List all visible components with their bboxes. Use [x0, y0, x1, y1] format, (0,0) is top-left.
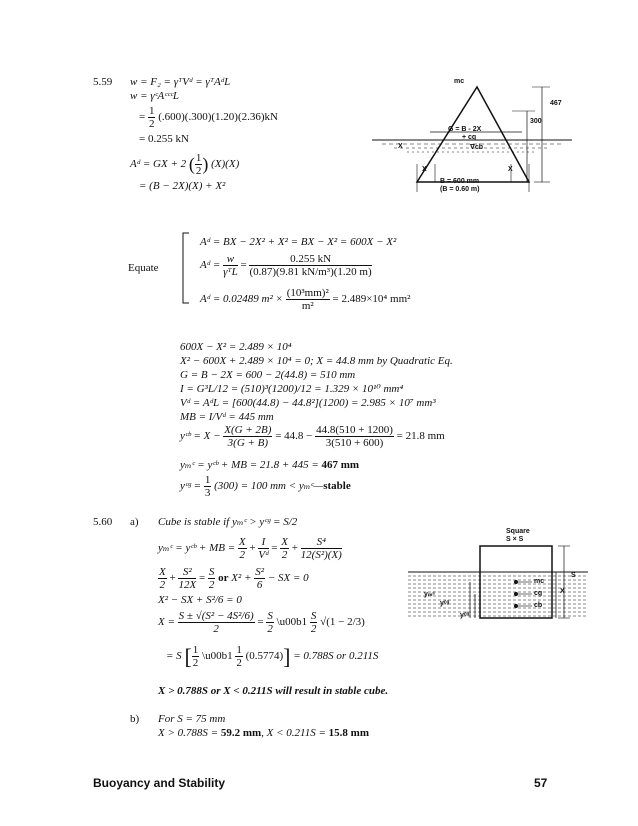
ycb-label: yᶜᵇ — [460, 612, 470, 619]
step-6: MB = I/Vᵈ = 445 mm — [180, 411, 274, 423]
step-1: 600X − X² = 2.489 × 10⁴ — [180, 341, 292, 353]
part-a-line-3: $\frac{X}{2}$ + $\frac{\text{S²}}{12X}$ = $\frac{S}{2}$ or X² + $\frac{\text{S²}}{6}$ − SX = 0 — [159, 566, 309, 591]
equate-label: Equate — [128, 262, 159, 274]
x-bottom-right-label: X — [508, 166, 513, 173]
step-5: Vᵈ = AᵈL = [600(44.8) − 44.8²](1200) = 2.985 × 10⁷ mm³ — [180, 397, 436, 409]
cg-label: + cg — [462, 134, 477, 141]
footer-title: Buoyancy and Stability — [93, 776, 226, 790]
problem-number-560: 5.60 — [93, 516, 113, 528]
step-3: G = B − 2X = 600 − 2(44.8) = 510 mm — [180, 369, 356, 381]
figure-square — [408, 526, 588, 626]
step-2: X² − 600X + 2.489 × 10⁴ = 0; X = 44.8 mm by Quadratic Eq. — [180, 355, 453, 367]
part-a-line-1: Cube is stable if yₘᶜ > yᶜᵍ = S/2 — [158, 516, 298, 528]
s-label: S — [571, 572, 576, 579]
x-label-2: X — [560, 588, 565, 595]
mc-label: mc — [454, 78, 465, 85]
part-a-line-5: X = $\frac{\text{S ± √(S² − 4S²/6)}}{2}$ = $\frac{S}{2}$ \u00b1 $\frac{S}{2}$ √(1 − 2/3) — [158, 610, 365, 635]
eq-weight-1: w = F₂ = γᵀVᵈ = γᵀAᵈL — [130, 76, 231, 88]
mc-label-2: mc — [534, 578, 545, 585]
eq-area-1: Aᵈ = GX + 2 ( $\frac{1}{2}$ ) (X)(X) — [130, 152, 240, 177]
eq-weight-4: = 0.255 kN — [139, 133, 189, 145]
problem-number-559: 5.59 — [93, 76, 113, 88]
equate-eq-3: Aᵈ = 0.02489 m² × $\frac{\text{(10³mm)²}}{\text{m²}}$ = 2.489×10⁴ mm² — [200, 287, 411, 312]
part-b-line-1: For S = 75 mm — [158, 713, 226, 725]
eq-weight-3: = $\frac{1}{2}$ (.600)(.300)(1.20)(2.36)kN — [139, 105, 278, 130]
b-label-meters: (B = 0.60 m) — [440, 186, 480, 193]
x-left-label: X — [398, 143, 403, 150]
ymc-label: yₘᶜ — [424, 591, 436, 598]
b-label: B = 600 mm — [440, 178, 480, 185]
part-a-line-4: X² − SX + S²/6 = 0 — [158, 594, 242, 606]
part-a-line-6: = S [ $\frac{1}{2}$ \u00b1 $\frac{1}{2}$ (0.5774)] = 0.788S or 0.211S — [166, 644, 379, 669]
part-a-conclusion: X > 0.788S or X < 0.211S will result in stable cube. — [158, 685, 389, 697]
part-a-label: a) — [130, 516, 139, 528]
step-7: yᶜᵇ = X − $\frac{X(G + 2B)}{3(G + B)}$ = 44.8 − $\frac{44.8(510 + 1200)}{3(510 + 600)}$ = 21.8 mm — [180, 424, 445, 449]
part-a-line-2: yₘᶜ = yᶜᵇ + MB = $\frac{X}{2}$ + $\frac{I}{\text{Vᵈ}}$ = $\frac{X}{2}$ + $\frac{\text{S⁴}}{\text{12(S²)(X)}}$ — [158, 536, 342, 561]
step-4: I = G³L/12 = (510)³(1200)/12 = 1.329 × 10¹⁰ mm⁴ — [180, 383, 404, 395]
part-b-label: b) — [130, 713, 140, 725]
cb-label: ∇cb — [470, 144, 484, 151]
page-number: 57 — [534, 776, 548, 790]
equate-eq-2: Aᵈ = $\frac{w}{\text{γᵀL}}$ = $\frac{0.255 kN}{\text{(0.87)(9.81 kN/m³)(1.20 m)}}$ — [200, 253, 372, 278]
eq-weight-2: w = γᶜAᶜᶜᶜL — [130, 90, 179, 102]
square-size-label: S × S — [506, 536, 524, 543]
x-bottom-left-label: X — [422, 166, 427, 173]
ycg-label: yᶜᵍ — [440, 600, 450, 607]
cb-label-2: cb — [534, 602, 543, 609]
part-b-line-2: X > 0.788S = 59.2 mm, X < 0.211S = 15.8 mm — [158, 727, 369, 739]
g-label: G = B - 2X — [448, 126, 482, 133]
dim-467-label: 467 — [550, 100, 562, 107]
step-9: yᶜᵍ = $\frac{1}{3}$ (300) = 100 mm < yₘᶜ—stable — [180, 474, 351, 499]
dim-300-label: 300 — [530, 118, 542, 125]
equate-eq-1: Aᵈ = BX − 2X² + X² = BX − X² = 600X − X² — [200, 236, 397, 248]
square-title-label: Square — [506, 528, 530, 535]
left-bracket — [181, 232, 191, 304]
step-8: yₘᶜ = yᶜᵇ + MB = 21.8 + 445 = 467 mm — [180, 459, 360, 471]
cg-label-2: cg — [534, 590, 543, 597]
eq-area-2: = (B − 2X)(X) + X² — [139, 180, 226, 192]
